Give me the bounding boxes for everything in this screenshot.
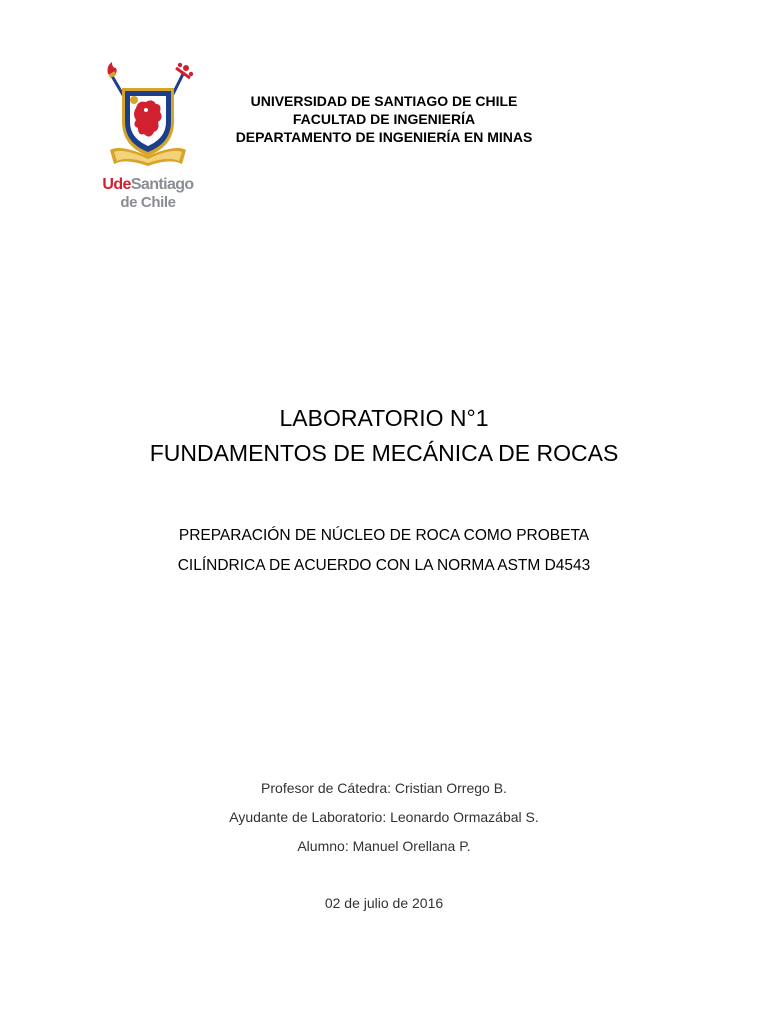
document-subtitle (0, 521, 768, 581)
document-date: 02 de julio de 2016 (324, 895, 444, 911)
university-logo (100, 60, 196, 216)
credits-block (0, 774, 768, 861)
logo-word-de: de (113, 176, 131, 193)
subtitle-line-2: CILÍNDRICA DE ACUERDO CON LA NORMA ASTM D4543 (177, 557, 591, 574)
document-title (0, 401, 768, 471)
department-name: DEPARTAMENTO DE INGENIERÍA EN MINAS (235, 129, 533, 145)
shield-emblem-icon (100, 60, 196, 176)
logo-word-santiago: Santiago (130, 176, 194, 193)
university-name: UNIVERSIDAD DE SANTIAGO DE CHILE (250, 93, 518, 109)
logo-wordmark-line2: de Chile (120, 194, 176, 211)
title-line-1: LABORATORIO N°1 (279, 405, 489, 431)
student-line: Alumno: Manuel Orellana P. (297, 838, 471, 854)
faculty-name: FACULTAD DE INGENIERÍA (292, 111, 476, 127)
professor-line: Profesor de Cátedra: Cristian Orrego B. (261, 780, 507, 796)
title-line-2: FUNDAMENTOS DE MECÁNICA DE ROCAS (149, 440, 619, 466)
institution-header (190, 92, 578, 146)
assistant-line: Ayudante de Laboratorio: Leonardo Ormazábal S. (229, 809, 539, 825)
logo-letter-u: U (102, 176, 114, 193)
logo-wordmark (100, 176, 196, 194)
subtitle-line-1: PREPARACIÓN DE NÚCLEO DE ROCA COMO PROBETA (178, 527, 590, 544)
